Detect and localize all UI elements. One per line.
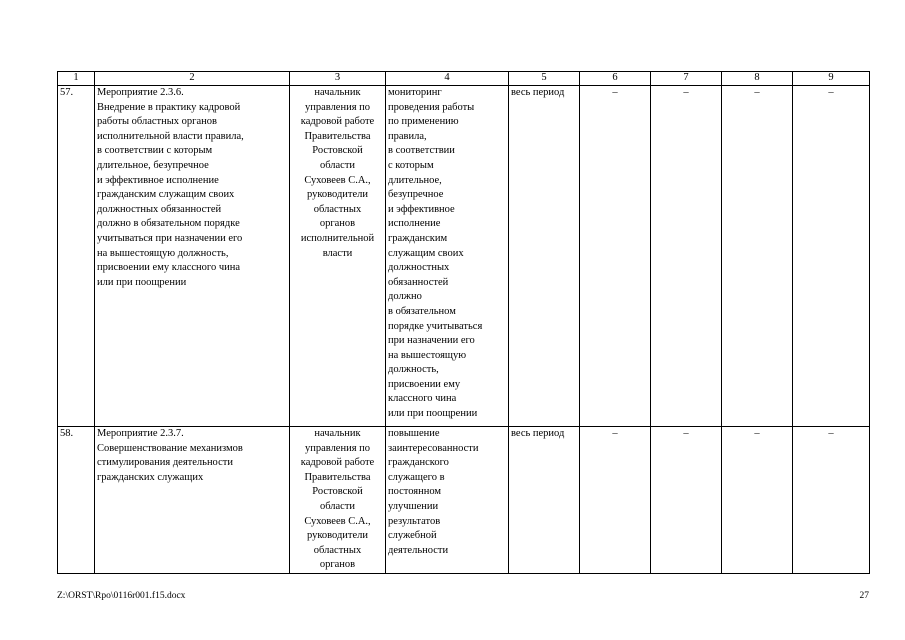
activities-table	[57, 71, 870, 574]
activity-cell: Мероприятие 2.3.7. Совершенствование механизмов стимулирования деятельности гражданских служащих	[95, 427, 290, 574]
activity-cell: Мероприятие 2.3.6. Внедрение в практику кадровой работы областных органов исполнительной власти правила, в соответствии с которым длительное, безупречное и эффективное исполнение гражданским служащим своих должностных обязанностей должно в обязательном порядке учитываться при назначении его на вышестоящую должность, присвоении ему классного чина или при поощрении	[95, 86, 290, 427]
col-header-1: 1	[58, 72, 95, 86]
col-header-2: 2	[95, 72, 290, 86]
period-cell: весь период	[509, 86, 580, 427]
value-cell-9: –	[793, 86, 870, 427]
header-row	[58, 72, 870, 86]
result-cell: мониторинг проведения работы по применению правила, в соответствии с которым длительное, безупречное и эффективное исполнение гражданским служащим своих должностных обязанностей должно в обязательном порядке учитываться при назначении его на вышестоящую должность, присвоении ему классного чина или при поощрении	[386, 86, 509, 427]
col-header-9: 9	[793, 72, 870, 86]
value-cell-7: –	[651, 427, 722, 574]
value-cell-6: –	[580, 86, 651, 427]
col-header-7: 7	[651, 72, 722, 86]
value-cell-6: –	[580, 427, 651, 574]
table-row	[58, 86, 870, 427]
col-header-3: 3	[290, 72, 386, 86]
value-cell-9: –	[793, 427, 870, 574]
col-header-8: 8	[722, 72, 793, 86]
col-header-6: 6	[580, 72, 651, 86]
period-cell: весь период	[509, 427, 580, 574]
result-cell: повышение заинтересованности гражданского служащего в постоянном улучшении результатов служебной деятельности	[386, 427, 509, 574]
footer-page-number: 27	[859, 591, 869, 601]
row-number: 57.	[58, 86, 95, 427]
col-header-4: 4	[386, 72, 509, 86]
footer-file-path: Z:\ORST\Rpo\0116r001.f15.docx	[57, 591, 186, 601]
value-cell-8: –	[722, 427, 793, 574]
row-number: 58.	[58, 427, 95, 574]
responsible-cell: начальник управления по кадровой работе Правительства Ростовской области Суховеев С.А., руководители областных органов исполнительной власти	[290, 86, 386, 427]
value-cell-8: –	[722, 86, 793, 427]
responsible-cell: начальник управления по кадровой работе Правительства Ростовской области Суховеев С.А., руководители областных органов	[290, 427, 386, 574]
col-header-5: 5	[509, 72, 580, 86]
value-cell-7: –	[651, 86, 722, 427]
table-row	[58, 427, 870, 574]
